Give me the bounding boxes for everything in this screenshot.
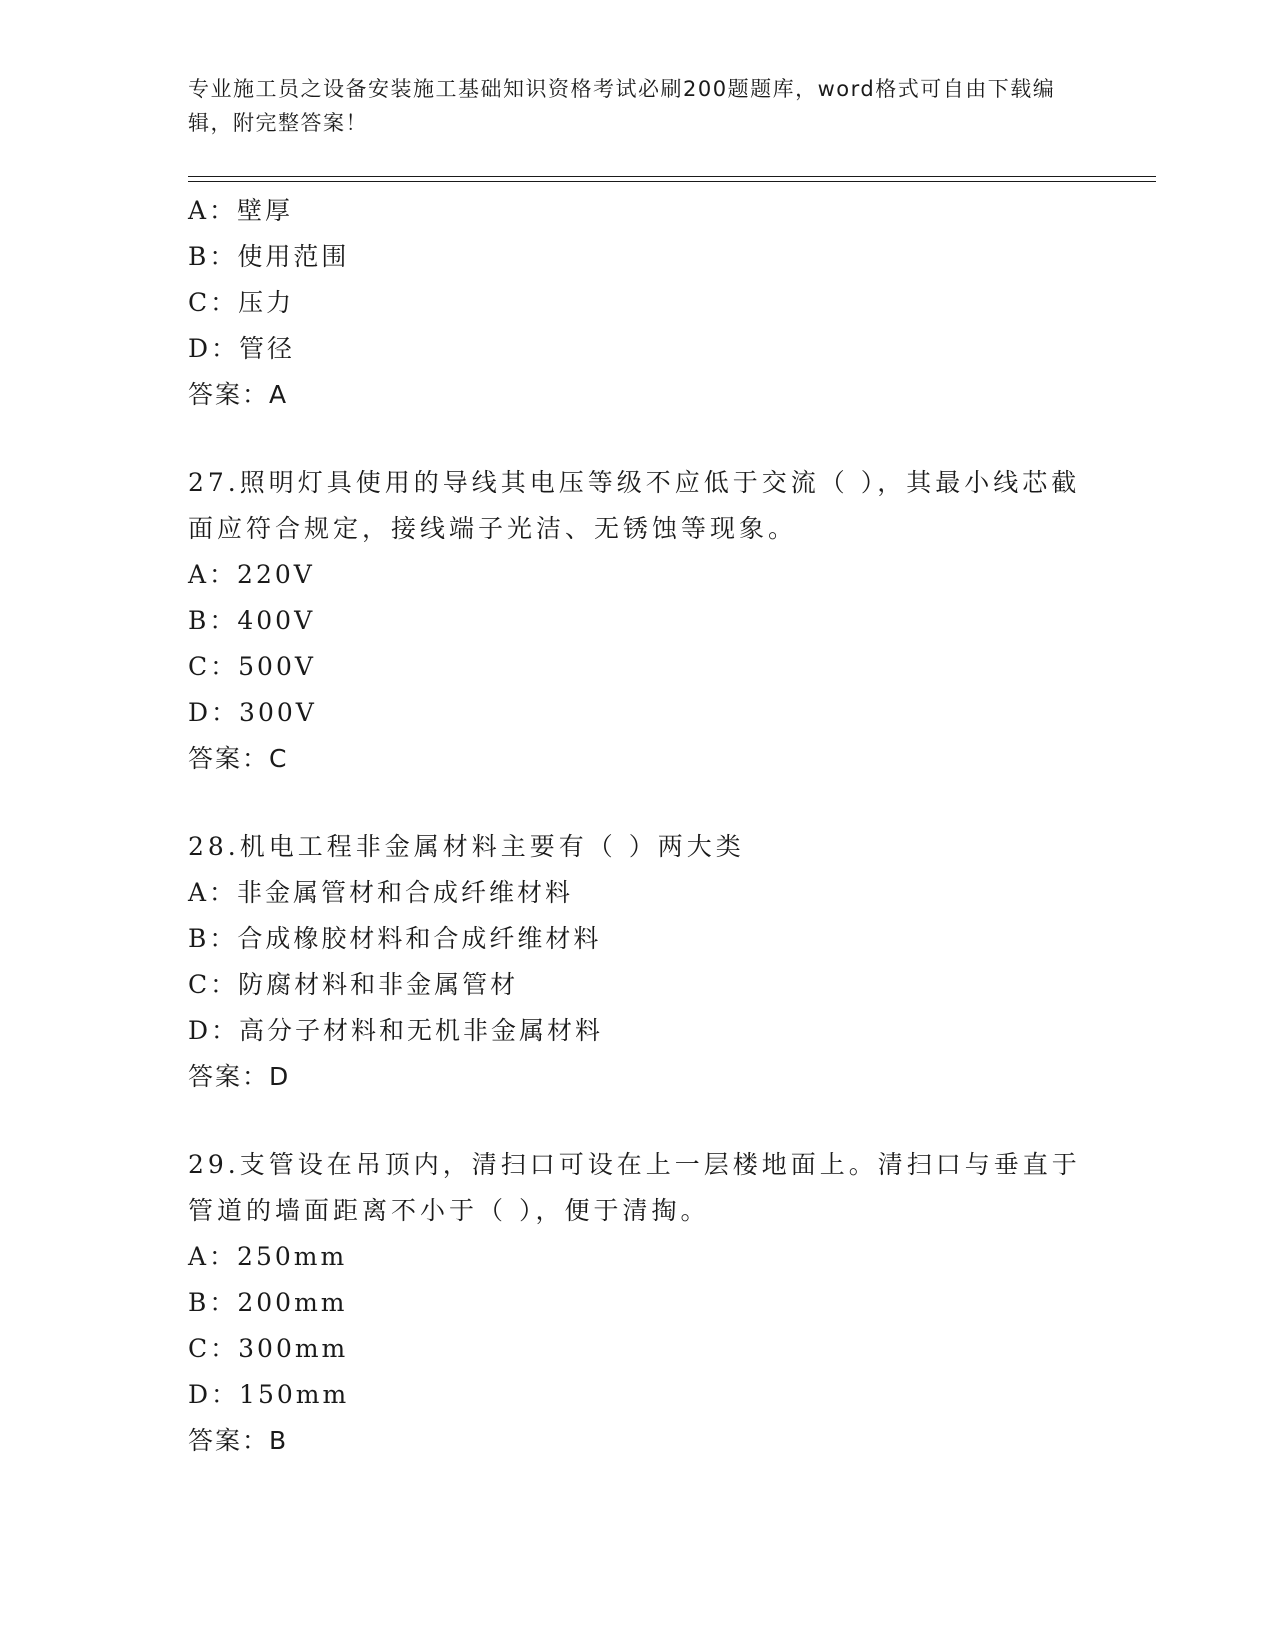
question-29-block: [188, 1142, 1088, 1464]
option-b: B：合成橡胶材料和合成纤维材料: [188, 924, 602, 953]
question-text: 29.支管设在吊顶内，清扫口可设在上一层楼地面上。清扫口与垂直于管道的墙面距离不小于（ ），便于清掏。: [188, 1150, 1081, 1225]
option-d: D：300V: [188, 698, 317, 727]
option-a: A：壁厚: [188, 196, 294, 225]
document-header: 专业施工员之设备安装施工基础知识资格考试必刷200题题库，word格式可自由下载编辑，附完整答案！: [188, 77, 1056, 135]
option-d: D：管径: [188, 334, 296, 363]
option-b: B：400V: [188, 606, 316, 635]
option-b: B：200mm: [188, 1288, 348, 1317]
header-divider-bottom: [188, 181, 1156, 182]
question-text: 27.照明灯具使用的导线其电压等级不应低于交流（ ），其最小线芯截面应符合规定，接线端子光洁、无锈蚀等现象。: [188, 468, 1081, 543]
option-c: C：500V: [188, 652, 316, 681]
question-28-block: [188, 824, 1088, 1100]
option-a: A：220V: [188, 560, 315, 589]
header-divider-top: [188, 176, 1156, 177]
answer-line: 答案：A: [188, 380, 289, 409]
option-c: C：300mm: [188, 1334, 349, 1363]
option-a: A：非金属管材和合成纤维材料: [188, 878, 574, 907]
question-27-block: [188, 460, 1088, 782]
option-d: D：高分子材料和无机非金属材料: [188, 1016, 604, 1045]
answer-line: 答案：B: [188, 1426, 289, 1455]
answer-line: 答案：D: [188, 1062, 291, 1091]
option-c: C：压力: [188, 288, 295, 317]
question-26-block: [188, 188, 1088, 418]
question-list: [188, 188, 1088, 1464]
option-d: D：150mm: [188, 1380, 350, 1409]
question-text: 28.机电工程非金属材料主要有（ ）两大类: [188, 832, 745, 861]
answer-line: 答案：C: [188, 744, 289, 773]
option-b: B：使用范围: [188, 242, 350, 271]
option-c: C：防腐材料和非金属管材: [188, 970, 519, 999]
option-a: A：250mm: [188, 1242, 348, 1271]
